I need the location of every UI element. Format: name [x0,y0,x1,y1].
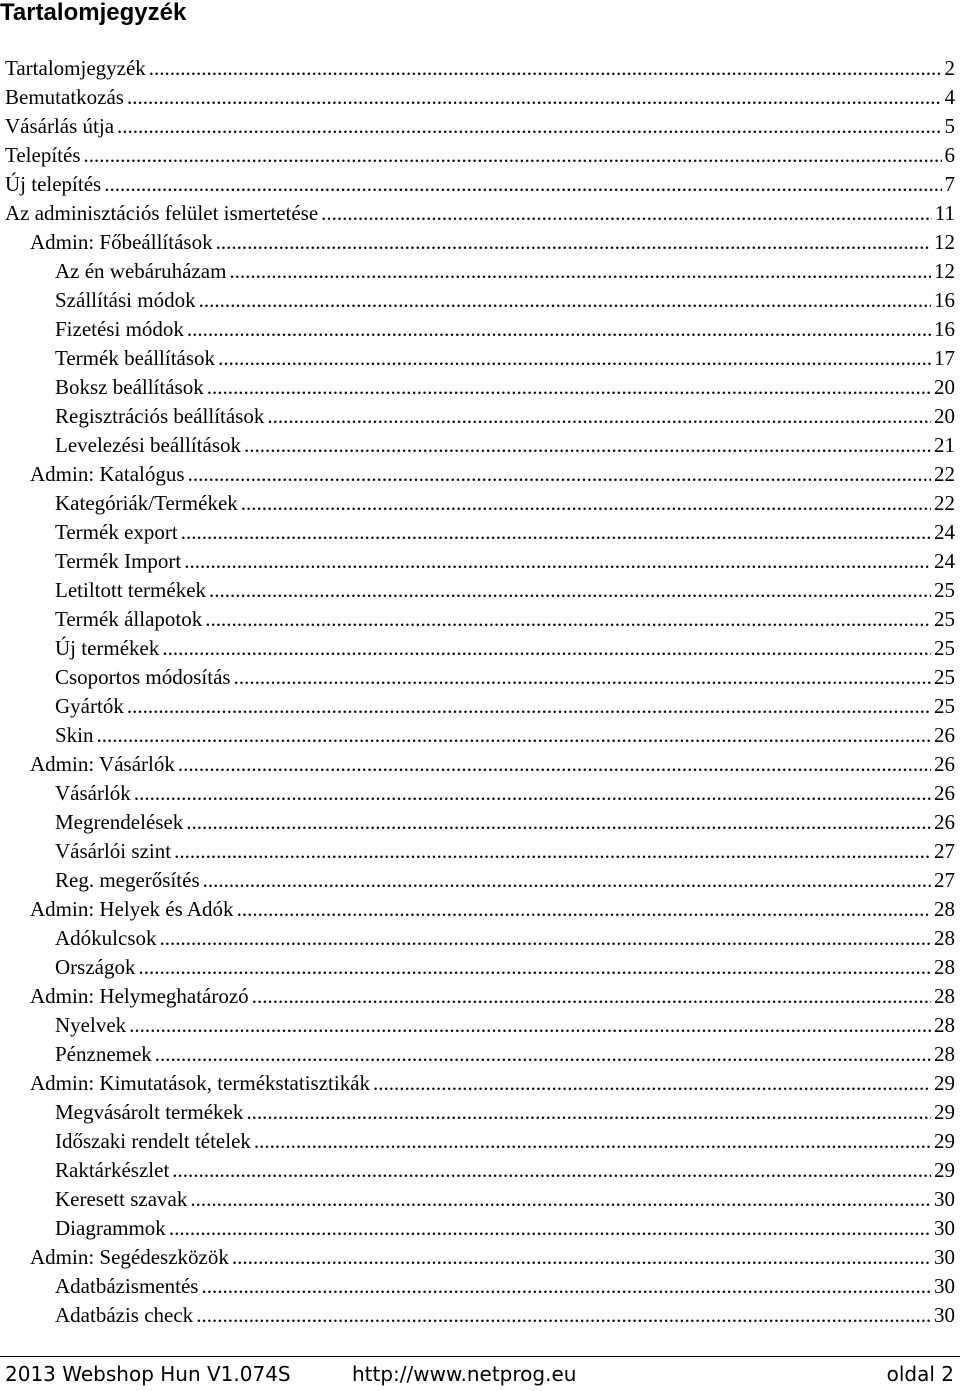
toc-entry-title: Admin: Kimutatások, termékstatisztikák [30,1071,371,1095]
toc-entry-page-number: 28 [934,984,955,1008]
page-footer [0,1356,960,1391]
toc-entry-title: Tartalomjegyzék [5,56,146,80]
toc-entry[interactable] [5,518,955,547]
toc-entry-title: Bemutatkozás [5,85,124,109]
toc-dot-leader [207,373,931,402]
toc-entry-page-number: 12 [934,259,955,283]
toc-dot-leader [174,837,931,866]
toc-entry-title: Új telepítés [5,172,102,196]
toc-entry-title: Admin: Segédeszközök [30,1245,229,1269]
toc-entry-page-number: 25 [934,665,955,689]
toc-dot-leader [232,1243,931,1272]
toc-entry[interactable] [5,1040,955,1069]
toc-entry-title: Admin: Helymeghatározó [30,984,249,1008]
toc-dot-leader [172,1156,931,1185]
toc-heading: Tartalomjegyzék [0,0,187,26]
toc-entry[interactable] [5,837,955,866]
toc-entry[interactable] [5,141,955,170]
toc-entry[interactable] [5,1069,955,1098]
toc-entry-page-number: 16 [934,288,955,312]
table-of-contents [5,54,955,1330]
toc-entry[interactable] [5,1098,955,1127]
toc-entry-title: Termék export [55,520,178,544]
toc-entry-title: Skin [55,723,94,747]
toc-entry-page-number: 25 [934,607,955,631]
toc-entry-page-number: 7 [944,172,955,196]
toc-entry-page-number: 12 [934,230,955,254]
toc-dot-leader [97,721,931,750]
toc-dot-leader [117,112,941,141]
toc-dot-leader [127,83,942,112]
toc-entry-title: Adatbázismentés [55,1274,199,1298]
toc-entry[interactable] [5,692,955,721]
toc-dot-leader [267,402,931,431]
toc-entry-page-number: 29 [934,1158,955,1182]
toc-entry-title: Pénznemek [55,1042,152,1066]
toc-entry[interactable] [5,779,955,808]
toc-entry-title: Raktárkészlet [55,1158,170,1182]
toc-entry-page-number: 26 [934,781,955,805]
toc-entry[interactable] [5,112,955,141]
toc-dot-leader [188,460,931,489]
toc-entry-page-number: 29 [934,1129,955,1153]
toc-entry[interactable] [5,286,955,315]
toc-dot-leader [229,257,931,286]
toc-entry-title: Megrendelések [55,810,184,834]
toc-entry-title: Admin: Katalógus [30,462,185,486]
toc-entry-title: Termék beállítások [55,346,216,370]
toc-entry[interactable] [5,1214,955,1243]
toc-dot-leader [160,924,932,953]
toc-entry-title: Adókulcsok [55,926,157,950]
toc-entry[interactable] [5,953,955,982]
toc-dot-leader [187,315,931,344]
toc-entry[interactable] [5,1011,955,1040]
toc-dot-leader [246,1098,931,1127]
toc-entry-title: Vásárlás útja [5,114,115,138]
toc-entry-page-number: 27 [934,868,955,892]
toc-entry-page-number: 30 [934,1187,955,1211]
toc-entry-title: Admin: Főbeállítások [30,230,213,254]
toc-dot-leader [155,1040,931,1069]
toc-entry-page-number: 30 [934,1216,955,1240]
toc-entry-title: Szállítási módok [55,288,196,312]
toc-entry-title: Időszaki rendelt tételek [55,1129,251,1153]
toc-dot-leader [127,692,931,721]
toc-entry-title: Termék Import [55,549,182,573]
toc-entry-page-number: 28 [934,1042,955,1066]
toc-entry-title: Diagrammok [55,1216,166,1240]
toc-entry-title: Nyelvek [55,1013,127,1037]
toc-entry-page-number: 25 [934,636,955,660]
toc-dot-leader [186,808,931,837]
toc-entry-page-number: 25 [934,694,955,718]
toc-entry[interactable] [5,866,955,895]
toc-entry-page-number: 21 [934,433,955,457]
toc-entry-page-number: 28 [934,926,955,950]
toc-entry-title: Vásárlók [55,781,131,805]
toc-entry-page-number: 27 [934,839,955,863]
toc-dot-leader [201,1272,931,1301]
toc-dot-leader [181,518,931,547]
toc-entry[interactable] [5,547,955,576]
toc-entry[interactable] [5,431,955,460]
toc-entry-page-number: 24 [934,520,955,544]
toc-entry-title: Adatbázis check [55,1303,194,1327]
toc-entry-title: Fizetési módok [55,317,184,341]
toc-entry-page-number: 6 [944,143,955,167]
toc-entry[interactable] [5,489,955,518]
toc-entry-page-number: 29 [934,1100,955,1124]
toc-entry-page-number: 26 [934,723,955,747]
toc-entry-title: Új termékek [55,636,160,660]
toc-dot-leader [218,344,931,373]
toc-entry-title: Gyártók [55,694,124,718]
toc-entry-page-number: 17 [934,346,955,370]
toc-entry[interactable] [5,199,955,228]
toc-dot-leader [209,576,931,605]
toc-entry[interactable] [5,1272,955,1301]
toc-dot-leader [178,750,931,779]
toc-dot-leader [149,54,942,83]
toc-entry[interactable] [5,170,955,199]
toc-entry-page-number: 20 [934,375,955,399]
toc-entry[interactable] [5,576,955,605]
footer-website-link[interactable]: http://www.netprog.eu [352,1362,577,1386]
toc-entry-title: Az én webáruházam [55,259,227,283]
toc-entry-title: Megvásárolt termékek [55,1100,244,1124]
toc-dot-leader [237,895,931,924]
footer-page-number: oldal 2 [886,1362,954,1386]
toc-entry-title: Keresett szavak [55,1187,188,1211]
toc-dot-leader [254,1127,931,1156]
toc-entry-page-number: 5 [944,114,955,138]
toc-dot-leader [373,1069,931,1098]
toc-entry-title: Regisztrációs beállítások [55,404,265,428]
toc-entry-title: Letiltott termékek [55,578,207,602]
toc-entry-page-number: 30 [934,1245,955,1269]
toc-entry-page-number: 28 [934,1013,955,1037]
toc-dot-leader [196,1301,931,1330]
toc-entry[interactable] [5,460,955,489]
toc-dot-leader [216,228,931,257]
toc-entry-page-number: 29 [934,1071,955,1095]
toc-dot-leader [162,634,931,663]
toc-dot-leader [134,779,931,808]
toc-dot-leader [244,431,931,460]
toc-entry[interactable] [5,54,955,83]
toc-entry-page-number: 26 [934,752,955,776]
toc-entry[interactable] [5,1127,955,1156]
toc-entry-title: Admin: Helyek és Adók [30,897,234,921]
toc-entry[interactable] [5,750,955,779]
toc-entry[interactable] [5,895,955,924]
toc-entry-page-number: 4 [944,85,955,109]
toc-entry-page-number: 2 [944,56,955,80]
toc-entry[interactable] [5,605,955,634]
toc-dot-leader [252,982,931,1011]
toc-entry[interactable] [5,634,955,663]
toc-entry[interactable] [5,1243,955,1272]
toc-entry-page-number: 20 [934,404,955,428]
toc-entry[interactable] [5,373,955,402]
toc-dot-leader [241,489,931,518]
toc-entry[interactable] [5,1185,955,1214]
toc-entry[interactable] [5,1301,955,1330]
toc-entry-title: Boksz beállítások [55,375,204,399]
toc-entry[interactable] [5,808,955,837]
toc-entry-title: Csoportos módosítás [55,665,231,689]
toc-entry-page-number: 30 [934,1303,955,1327]
toc-entry[interactable] [5,257,955,286]
toc-entry[interactable] [5,982,955,1011]
toc-dot-leader [169,1214,931,1243]
toc-entry-page-number: 22 [934,491,955,515]
toc-entry-page-number: 25 [934,578,955,602]
toc-entry-page-number: 26 [934,810,955,834]
toc-entry[interactable] [5,1156,955,1185]
toc-entry-title: Telepítés [5,143,81,167]
toc-entry[interactable] [5,924,955,953]
toc-entry-title: Kategóriák/Termékek [55,491,238,515]
toc-entry-page-number: 22 [934,462,955,486]
toc-entry-page-number: 30 [934,1274,955,1298]
footer-product-version: 2013 Webshop Hun V1.074S [5,1362,291,1386]
toc-entry-page-number: 11 [934,201,955,225]
toc-dot-leader [321,199,932,228]
toc-entry[interactable] [5,315,955,344]
toc-dot-leader [234,663,931,692]
toc-entry-title: Vásárlói szint [55,839,172,863]
toc-entry-title: Az adminisztációs felület ismertetése [5,201,319,225]
toc-entry[interactable] [5,663,955,692]
toc-dot-leader [190,1185,931,1214]
toc-dot-leader [199,286,931,315]
toc-dot-leader [203,866,931,895]
toc-dot-leader [184,547,931,576]
toc-entry-page-number: 16 [934,317,955,341]
toc-entry-title: Levelezési beállítások [55,433,241,457]
toc-entry[interactable] [5,228,955,257]
toc-dot-leader [104,170,941,199]
toc-entry-title: Termék állapotok [55,607,203,631]
toc-entry-title: Reg. megerősítés [55,868,200,892]
toc-entry-page-number: 24 [934,549,955,573]
toc-dot-leader [129,1011,931,1040]
toc-dot-leader [205,605,931,634]
toc-dot-leader [84,141,942,170]
toc-dot-leader [138,953,931,982]
toc-entry[interactable] [5,721,955,750]
toc-entry[interactable] [5,83,955,112]
toc-entry[interactable] [5,344,955,373]
toc-entry-page-number: 28 [934,955,955,979]
toc-entry-title: Admin: Vásárlók [30,752,175,776]
toc-entry-title: Országok [55,955,136,979]
toc-entry[interactable] [5,402,955,431]
toc-entry-page-number: 28 [934,897,955,921]
